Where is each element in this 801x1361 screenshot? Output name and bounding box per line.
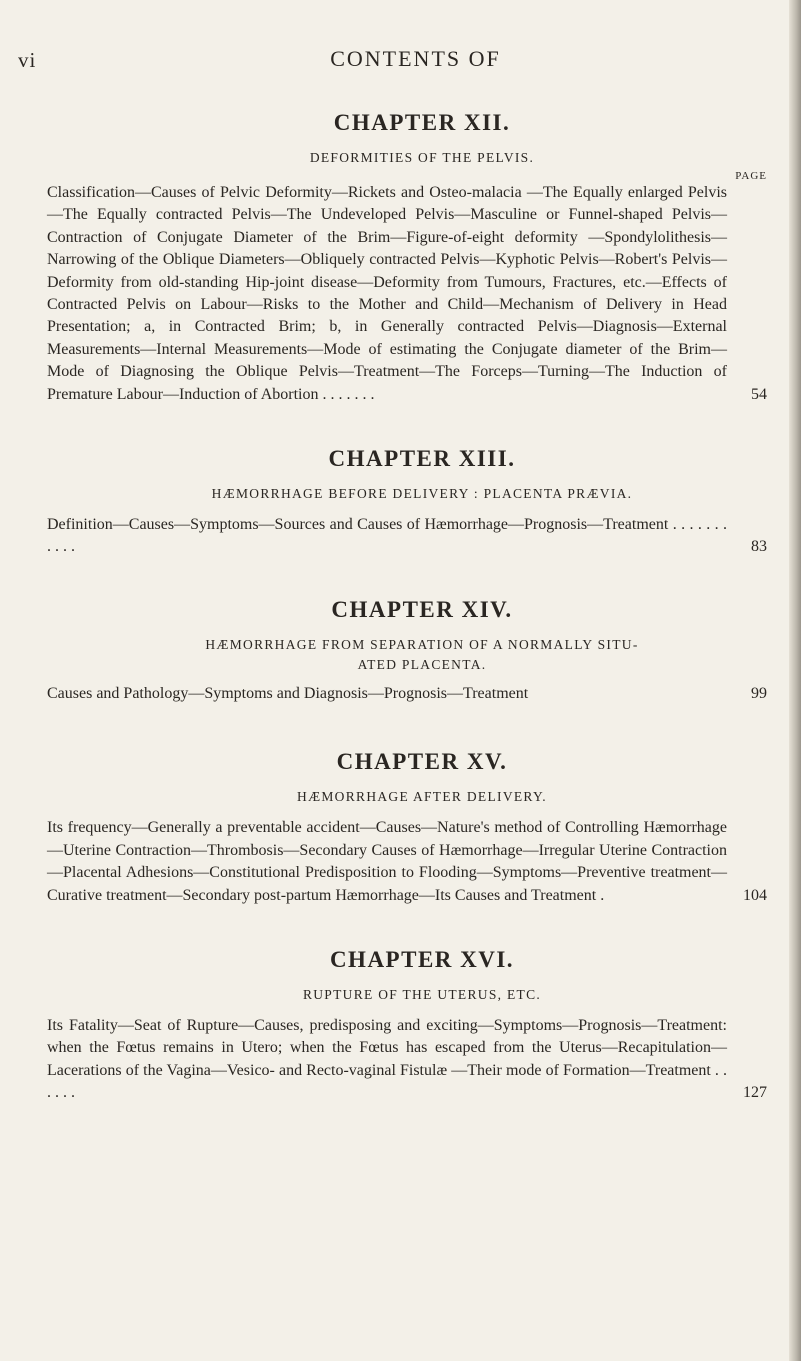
page-folio: vi	[18, 48, 37, 72]
chapter-xvi	[47, 947, 767, 1105]
chapter-subtitle: HÆMORRHAGE BEFORE DELIVERY : PLACENTA PRÆVIA.	[211, 486, 633, 502]
chapter-contents	[47, 182, 767, 406]
page-column-label: PAGE	[735, 170, 767, 182]
chapter-subtitle: DEFORMITIES OF THE PELVIS.	[309, 150, 535, 165]
page-number: 127	[743, 1084, 767, 1102]
chapter-title: CHAPTER XII.	[333, 110, 511, 135]
chapter-contents-text: Definition—Causes—Symptoms—Sources and Causes of Hæmorrhage—Prognosis—Treatment . . . . . . . . . . .	[47, 516, 727, 556]
chapter-title: CHAPTER XV.	[336, 749, 508, 775]
chapter-contents	[47, 514, 767, 559]
page-number: 54	[751, 385, 767, 403]
chapter-xv	[47, 749, 767, 907]
page-number: 83	[751, 538, 767, 556]
chapter-contents	[47, 817, 767, 907]
page-number: 99	[751, 684, 767, 702]
running-title: CONTENTS OF	[330, 46, 501, 71]
page-edge-shadow	[789, 0, 801, 1361]
chapter-contents-text: Causes and Pathology—Symptoms and Diagnosis—Prognosis—Treatment	[47, 684, 529, 702]
page-header	[0, 40, 801, 80]
table-of-contents	[47, 110, 767, 1105]
page-number: 104	[743, 886, 767, 904]
chapter-contents-text: Classification—Causes of Pelvic Deformity—Rickets and Osteo-malacia —The Equally enlarged Pelvis—The Equally contracted Pelvis—The Undeveloped Pelvis—Masculine or Funnel-shaped Pelvis—Contraction of Conjugate Diameter of the Brim—Figure-of-eight deformity —Spondylolithesis—Narrowing of the Oblique Diameters—Obliquely contracted Pelvis—Kyphotic Pelvis—Robert's Pelvis—Deformity from old-standing Hip-joint disease—Deformity from Tumours, Fractures, etc.—Effects of Contracted Pelvis on Labour—Risks to the Mother and Child—Mechanism of Delivery in Head Presentation; a, in Contracted Brim; b, in Generally contracted Pelvis—Diagnosis—External Measurements—Internal Measurements—Mode of estimating the Conjugate diameter of the Brim—Mode of Diagnosing the Oblique Pelvis—Treatment—The Forceps—Turning—The Induction of Premature Labour—Induction of Abortion . . . . . . .	[47, 184, 727, 403]
chapter-contents-text: Its frequency—Generally a preventable accident—Causes—Nature's method of Controlling Hæmorrhage—Uterine Contraction—Thrombosis—Secondary Causes of Hæmorrhage—Irregular Uterine Contraction—Placental Adhesions—Constitutional Predisposition to Flooding—Symptoms—Preventive treatment—Curative treatment—Secondary post-partum Hæmorrhage—Its Causes and Treatment .	[47, 819, 727, 904]
chapter-subtitle: RUPTURE OF THE UTERUS, ETC.	[302, 986, 542, 1002]
chapter-title: CHAPTER XIII.	[328, 446, 516, 472]
chapter-xiv	[47, 597, 767, 705]
chapter-subtitle: HÆMORRHAGE AFTER DELIVERY.	[297, 789, 547, 805]
chapter-subtitle-continued: ATED PLACENTA.	[357, 656, 487, 672]
chapter-contents	[47, 683, 767, 705]
chapter-xiii	[47, 446, 767, 559]
chapter-contents-text: Its Fatality—Seat of Rupture—Causes, predisposing and exciting—Symptoms—Prognosis—Treatment: when the Fœtus remains in Utero; when the Fœtus has escaped from the Uterus—Recapitulation—Lacerations of the Vagina—Vesico- and Recto-vaginal Fistulæ —Their mode of Formation—Treatment . . . . . .	[47, 1016, 727, 1102]
chapter-contents	[47, 1015, 767, 1105]
chapter-title: CHAPTER XIV.	[331, 596, 513, 622]
chapter-title: CHAPTER XVI.	[329, 946, 515, 972]
chapter-xii	[47, 110, 767, 406]
chapter-subtitle: HÆMORRHAGE FROM SEPARATION OF A NORMALLY SITU-	[205, 636, 639, 652]
